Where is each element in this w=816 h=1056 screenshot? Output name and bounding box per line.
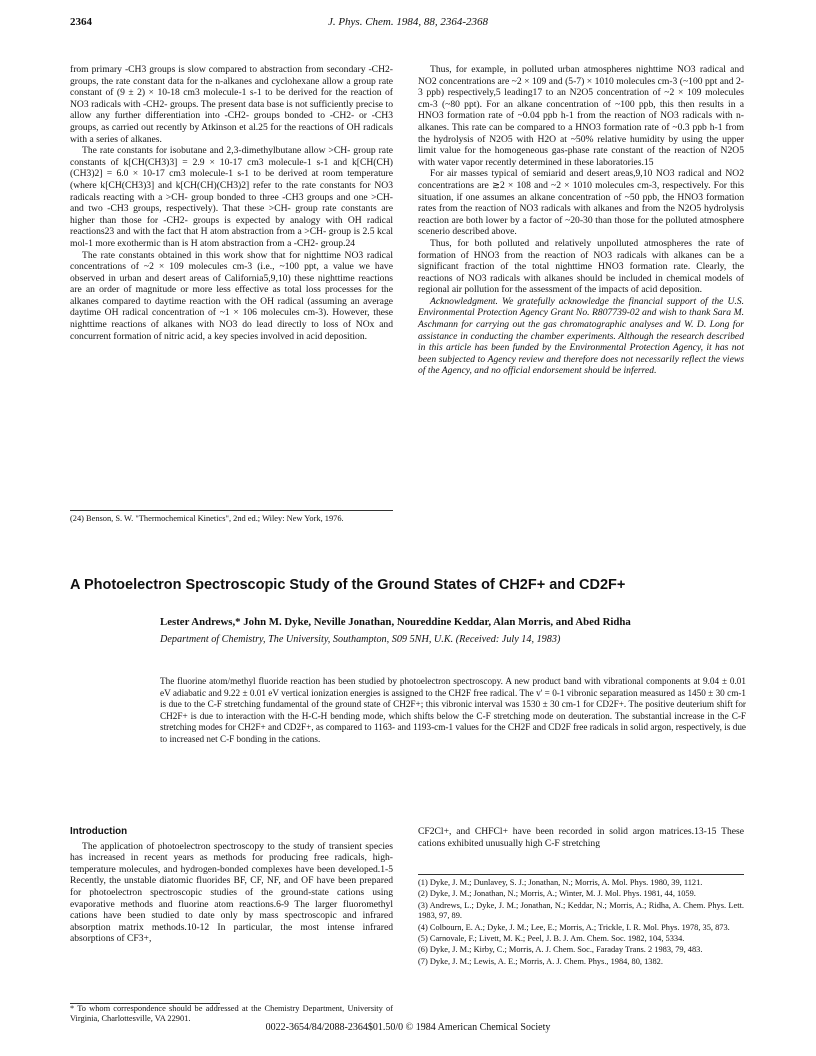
reference-item: (4) Colbourn, E. A.; Dyke, J. M.; Lee, E.; Morris, A.; Trickle, I. R. Mol. Phys. 1978, 35, 873.: [418, 922, 730, 932]
footnote-rule: [418, 874, 744, 875]
paragraph: The rate constants obtained in this work show that for nighttime NO3 radical concentrations of ~2 × 109 molecules cm-3 (i.e., ~100 ppt, a value we have observed in urban and desert areas of California5,9,10) these nighttime reactions are an order of magnitude or more less effective as total loss processes for the alkanes compared to daytime reaction with the OH radical (assuming an average daytime OH radical concentration of ~1 × 106 molecules cm-3). However, these nighttime reactions of alkanes with NO3 do lead directly to loss of NOx and concurrent formation of nitric acid, a key species involved in acid deposition.: [70, 249, 393, 342]
reference-item: (5) Carnovale, F.; Livett, M. K.; Peel, J. B. J. Am. Chem. Soc. 1982, 104, 5334.: [418, 934, 685, 944]
right-column: [418, 64, 744, 377]
paragraph: The rate constants for isobutane and 2,3-dimethylbutane allow >CH- group rate constants of k[CH(CH3)3] = 2.9 × 10-17 cm3 molecule-1 s-1 and k[CH(CH)(CH3)2] = 6.0 × 10-17 cm3 molecule-1 s-1 to be derived at room temperature (where k[CH(CH3)3] and k[CH(CH)(CH3)2] refer to the rate constants for NO3 radicals reacting with a >CH- group bonded to three -CH3 groups and one >CH- and two -CH3 groups, respectively). That these >CH- group rate constants are higher than those for -CH2- groups is expected by analogy with OH radical reactions23 and with the fact that H atom abstraction from a >CH- group is 2.5 kcal mol-1 more exothermic than is H atom abstraction from a -CH2- group.24: [70, 145, 393, 249]
footnote: [70, 514, 393, 525]
paragraph: Thus, for example, in polluted urban atmospheres nighttime NO3 radical and NO2 concentrations are ~2 × 109 and (5-7) × 1010 molecules cm-3 (~100 ppt and 2-3 ppb) respectively,5 leading17 to an N2O5 concentration of ~2 × 109 molecules cm-3 (~80 ppt). For an alkane concentration of ~100 ppb, this then results in a HNO3 formation rate of ~0.04 ppb h-1 from the reaction of NO3 radicals with n-alkanes. This rate can be compared to a HNO3 formation rate of ~0.3 ppb h-1 from the hydrolysis of N2O5 with H2O at ~50% relative humidity by using the upper limit value for the homogeneous gas-phase rate constant of the reaction of N2O5 with water vapor recently determined in these laboratories.15: [418, 64, 744, 168]
abstract-text: The fluorine atom/methyl fluoride reaction has been studied by photoelectron spectroscopy. A new product band with vibrational components at 9.04 ± 0.01 eV adiabatic and 9.22 ± 0.01 eV vertical ionization energies is assigned to the CH2F free radical. The v' = 0-1 vibronic separation measured as 1450 ± 30 cm-1 is due to the C-F stretching fundamental of the ground state of CH2F+; this vibronic interval was 1530 ± 30 cm-1 for CD2F+. The positive deuterium shift for CH2F+ is due to interaction with the H-C-H bending mode, which shifts below the C-F stretching mode on deuteration. The substantial increase in the C-F stretching modes for CH2F+ and CD2F+, as compared to 1163- and 1193-cm-1 values for the CH2F and CD2F free radicals in solid argon, respectively, is due to increased net C-F bonding in the cations.: [160, 676, 746, 744]
authors: Lester Andrews,* John M. Dyke, Neville Jonathan, Noureddine Keddar, Alan Morris, and Abed Ridha: [160, 616, 631, 628]
affiliation: Department of Chemistry, The University, Southampton, S09 5NH, U.K. (Received: July 14, 1983): [160, 634, 561, 645]
paragraph: from primary -CH3 groups is slow compared to abstraction from secondary -CH2- groups, the rate constant data for the n-alkanes and cyclohexane allow a group rate constant of (9 ± 2) × 10-18 cm3 molecule-1 s-1 to be derived for the reaction of NO3 radicals with -CH2- groups. The present data base is not sufficiently precise to allow any further differentiation into -CH2- groups bonded to -CH2- or -CH3 groups, as carried out recently by Atkinson et al.25 for the reactions of OH radicals with a series of alkanes.: [70, 64, 393, 145]
left-column: [70, 64, 393, 342]
reference-item: (6) Dyke, J. M.; Kirby, C.; Morris, A. J. Chem. Soc., Faraday Trans. 2 1983, 79, 483.: [418, 945, 703, 955]
section-heading: Introduction: [70, 826, 128, 837]
abstract: [160, 676, 746, 746]
intro-left-column: [70, 826, 393, 945]
paragraph: The application of photoelectron spectroscopy to the study of transient species has increased in recent years as methods for producing free radicals, high-temperature molecules, and hydrogen-bonded complexes have been developed.1-5 Recently, the unstable diatomic fluorides BF, CF, NF, and OF have been prepared for photoelectron spectroscopic studies of the ground-state cations using evaporative methods and fluorine atom reactions.6-9 The larger fluoromethyl cations have been studied to date only by mass spectroscopic and infrared absorption matrix methods.10-12 In particular, the most intense infrared absorptions of CF3+,: [70, 840, 393, 945]
footnote-text: (24) Benson, S. W. "Thermochemical Kinetics", 2nd ed.; Wiley: New York, 1976.: [70, 514, 344, 523]
article-title: A Photoelectron Spectroscopic Study of the Ground States of CH2F+ and CD2F+: [70, 577, 626, 593]
reference-item: (3) Andrews, L.; Dyke, J. M.; Jonathan, N.; Keddar, N.; Morris, A.; Ridha, A. Chem. Phys. Lett. 1983, 97, 89.: [418, 900, 744, 921]
reference-item: (7) Dyke, J. M.; Lewis, A. E.; Morris, A. J. Chem. Phys., 1984, 80, 1382.: [418, 956, 663, 966]
copyright-footer: 0022-3654/84/2088-2364$01.50/0 © 1984 American Chemical Society: [265, 1022, 551, 1033]
footnote-rule: [70, 510, 393, 511]
paragraph: Thus, for both polluted and relatively unpolluted atmospheres the rate of formation of HNO3 from the reaction of NO3 radicals with alkanes can be a significant fraction of the total nighttime HNO3 formation rate. Clearly, the reactions of NO3 radicals with alkanes should be included in chemical models of regional air pollution for the assessment of the impacts of acid deposition.: [418, 237, 744, 296]
footnote-text: * To whom correspondence should be addressed at the Chemistry Department, University of Virginia, Charlottesville, VA 22901.: [70, 1004, 393, 1024]
reference-item: (2) Dyke, J. M.; Jonathan, N.; Morris, A.; Winter, M. J. Mol. Phys. 1981, 44, 1059.: [418, 889, 696, 899]
reference-item: (1) Dyke, J. M.; Dunlavey, S. J.; Jonathan, N.; Morris, A. Mol. Phys. 1980, 39, 1121.: [418, 878, 703, 887]
running-header: J. Phys. Chem. 1984, 88, 2364-2368: [327, 16, 489, 28]
intro-right-column: [418, 826, 744, 849]
acknowledgment: Acknowledgment. We gratefully acknowledge the financial support of the U.S. Environmental Protection Agency Grant No. R807739-02 and wish to thank Sara M. Aschmann for carrying out the gas chromatographic analyses and W. D. Long for assistance in conducting the chamber experiments. Although the research described in this article has been funded by the Environmental Protection Agency, it has not been subjected to Agency review and therefore does not necessarily reflect the views of the Agency, and no official endorsement should be inferred.: [418, 295, 744, 377]
paragraph: For air masses typical of semiarid and desert areas,9,10 NO3 radical and NO2 concentrations are ≳2 × 108 and ~2 × 1010 molecules cm-3, respectively. For this situation, if one assumes an alkane concentration of ~50 ppb, the HNO3 formation rates from the reaction of NO3 radicals with alkanes and from the N2O5 hydrolysis reaction are both lower by a factor of ~20-30 than those for the polluted atmosphere scenerio described above.: [418, 168, 744, 238]
page-number: 2364: [70, 16, 92, 28]
paragraph: CF2Cl+, and CHFCl+ have been recorded in solid argon matrices.13-15 These cations exhibited unusually high C-F stretching: [418, 826, 744, 849]
reference-list: [418, 878, 744, 968]
